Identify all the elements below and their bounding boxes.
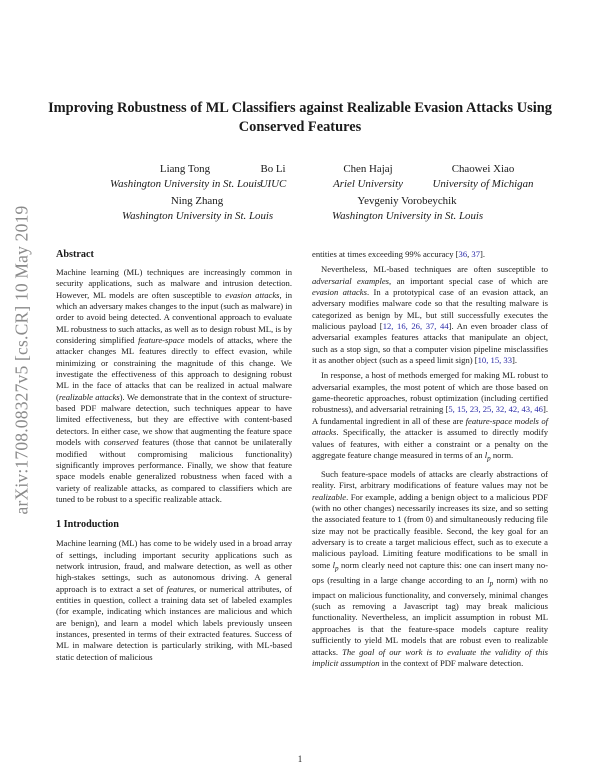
author-affiliation: Washington University in St. Louis: [332, 209, 484, 222]
paragraph-robust-ml: In response, a host of methods emerged for making ML robust to adversarial examples, the most potent of which are those based on game-theoretic approaches, robust optimization (including certified robustness), and adversarial retraining [5, 15, 23, 25, 32, 42, 43, 46]. A fundamental ingredient in all of these are feature-space models of attacks. Specifically, the attacker is assumed to directly modify values of features, with either a constraint or a penalty on the aggregate feature change measured in terms of an $l_p$ norm.: [312, 370, 549, 463]
author-name: Ning Zhang: [170, 195, 224, 207]
author-name: Yevgeniy Vorobeychik: [357, 195, 457, 207]
abstract-text: Machine learning (ML) techniques are increasingly common in security applications, such as malware and intrusion detection. However, ML models are often susceptible to evasion attacks, in which an adversary makes changes to the input (such as malware) in order to avoid being detected. A conventional approach to evaluate ML robustness to such attacks, as well as to design robust ML, is by considering simplified feature-space models of attacks, where the attacker changes ML features directly to effect evasion, while minimizing or constraining the magnitude of this change. We investigate the effectiveness of this approach to designing robust ML in the face of attacks that can be realized in actual malware (realizable attacks). We demonstrate that in the context of structure-based PDF malware detection, such techniques appear to have limited effectiveness, but they are effective with content-based detectors. In either case, we show that augmenting the feature space models with conserved features (those that cannot be unilaterally modified without compromising malicious functionality) significantly improves performance. Finally, we show that feature space models enable generalized robustness when faced with a variety of realizable attacks, as compared to classifiers which are tuned to be robust to a specific realizable attack.: [56, 267, 292, 504]
citation-link[interactable]: 36: [458, 249, 468, 259]
author-chen-hajaj: [318, 162, 418, 191]
citation-link[interactable]: 10, 15, 33: [477, 355, 512, 366]
author-ning-zhang: [122, 194, 272, 223]
author-affiliation: Washington University in St. Louis: [110, 177, 262, 190]
citation-link[interactable]: 5, 15, 23, 25, 32, 42, 43, 46: [448, 404, 543, 415]
author-name: Chen Hajaj: [343, 163, 393, 175]
paragraph-adversarial-examples: Nevertheless, ML-based techniques are often susceptible to adversarial examples, an important special case of which are evasion attacks. In a prototypical case of an evasion attack, an adversary modifies malware code so that the resulting malware is categorized as benign by ML, but still successfully executes the malicious payload [12, 16, 26, 37, 44]. An even broader class of adversarial examples features attacks that manipulate an object, such as a stop sign, so that a computer vision pipeline misclassifies it as another object (such as a speed limit sign) [10, 15, 33].: [312, 264, 548, 366]
author-name: Liang Tong: [159, 163, 211, 175]
arxiv-id-text: arXiv:1708.08327v5 [cs.CR] 10 May 2019: [11, 205, 32, 515]
left-column: [56, 248, 292, 663]
author-bo-li: [248, 162, 298, 191]
section-heading-introduction: 1 Introduction: [56, 519, 119, 531]
paper-title: Improving Robustness of ML Classifiers against Realizable Evasion Attacks Using Conserved Features: [48, 100, 552, 135]
author-name: Bo Li: [260, 163, 286, 175]
abstract-heading: Abstract: [56, 249, 94, 260]
citation-link[interactable]: 12, 16, 26, 37, 44: [382, 321, 449, 332]
introduction-paragraph: Machine learning (ML) has come to be widely used in a broad array of settings, including important security applications such as network intrusion, fraud, and malware detection, as well as other high-stakes settings, such as autonomous driving. A general approach is to extract a set of features, or numerical attributes, of entities in question, collect a training data set of labeled examples (for example, indicating which instances are malicious and which are benign), and learn a model which labels previously unseen instances, presented in terms of their extracted features. Success of ML in malware detection is particularly striking, with ML-based static detection of malicious: [56, 538, 292, 662]
citation-link[interactable]: 37: [471, 249, 480, 259]
arxiv-identifier: [10, 205, 34, 515]
page-number: 1: [297, 754, 303, 764]
author-affiliation: Ariel University: [333, 177, 403, 190]
author-affiliation: University of Michigan: [432, 177, 534, 190]
right-column: [312, 249, 548, 669]
paragraph-feature-space-models: Such feature-space models of attacks are clearly abstractions of reality. First, arbitrary modifications of feature values may not be realizable. For example, adding a benign object to a malicious PDF (with no other changes) necessarily increases its size, and so setting the associated feature to 1 (from 0) and simultaneously reducing file size may not be practically feasible. Second, the key goal for an adversary is to create a target malicious effect, such as to execute a malicious payload. Limiting feature modifications to be small in some $l_p$ norm clearly need not capture this: one can insert many no-ops (resulting in a large change according to an $l_p$ norm) with no impact on malicious functionality, and conversely, minimal changes (such as removing a Javascript tag) may break malicious functionality. Nevertheless, an implicit assumption in robust ML approaches is that the feature-space models capture reality sufficiently to yield ML models that are robust even to realizable attacks. The goal of our work is to evaluate the validity of this implicit assumption in the context of PDF malware detection.: [312, 468, 549, 668]
author-yevgeniy-vorobeychik: [332, 194, 482, 223]
author-liang-tong: [110, 162, 260, 191]
author-chaowei-xiao: [428, 162, 538, 191]
author-affiliation: Washington University in St. Louis: [122, 209, 274, 222]
paragraph-continued: entities at times exceeding 99% accuracy [36, 37].: [312, 249, 486, 259]
author-affiliation: UIUC: [259, 177, 287, 190]
author-name: Chaowei Xiao: [451, 163, 515, 175]
